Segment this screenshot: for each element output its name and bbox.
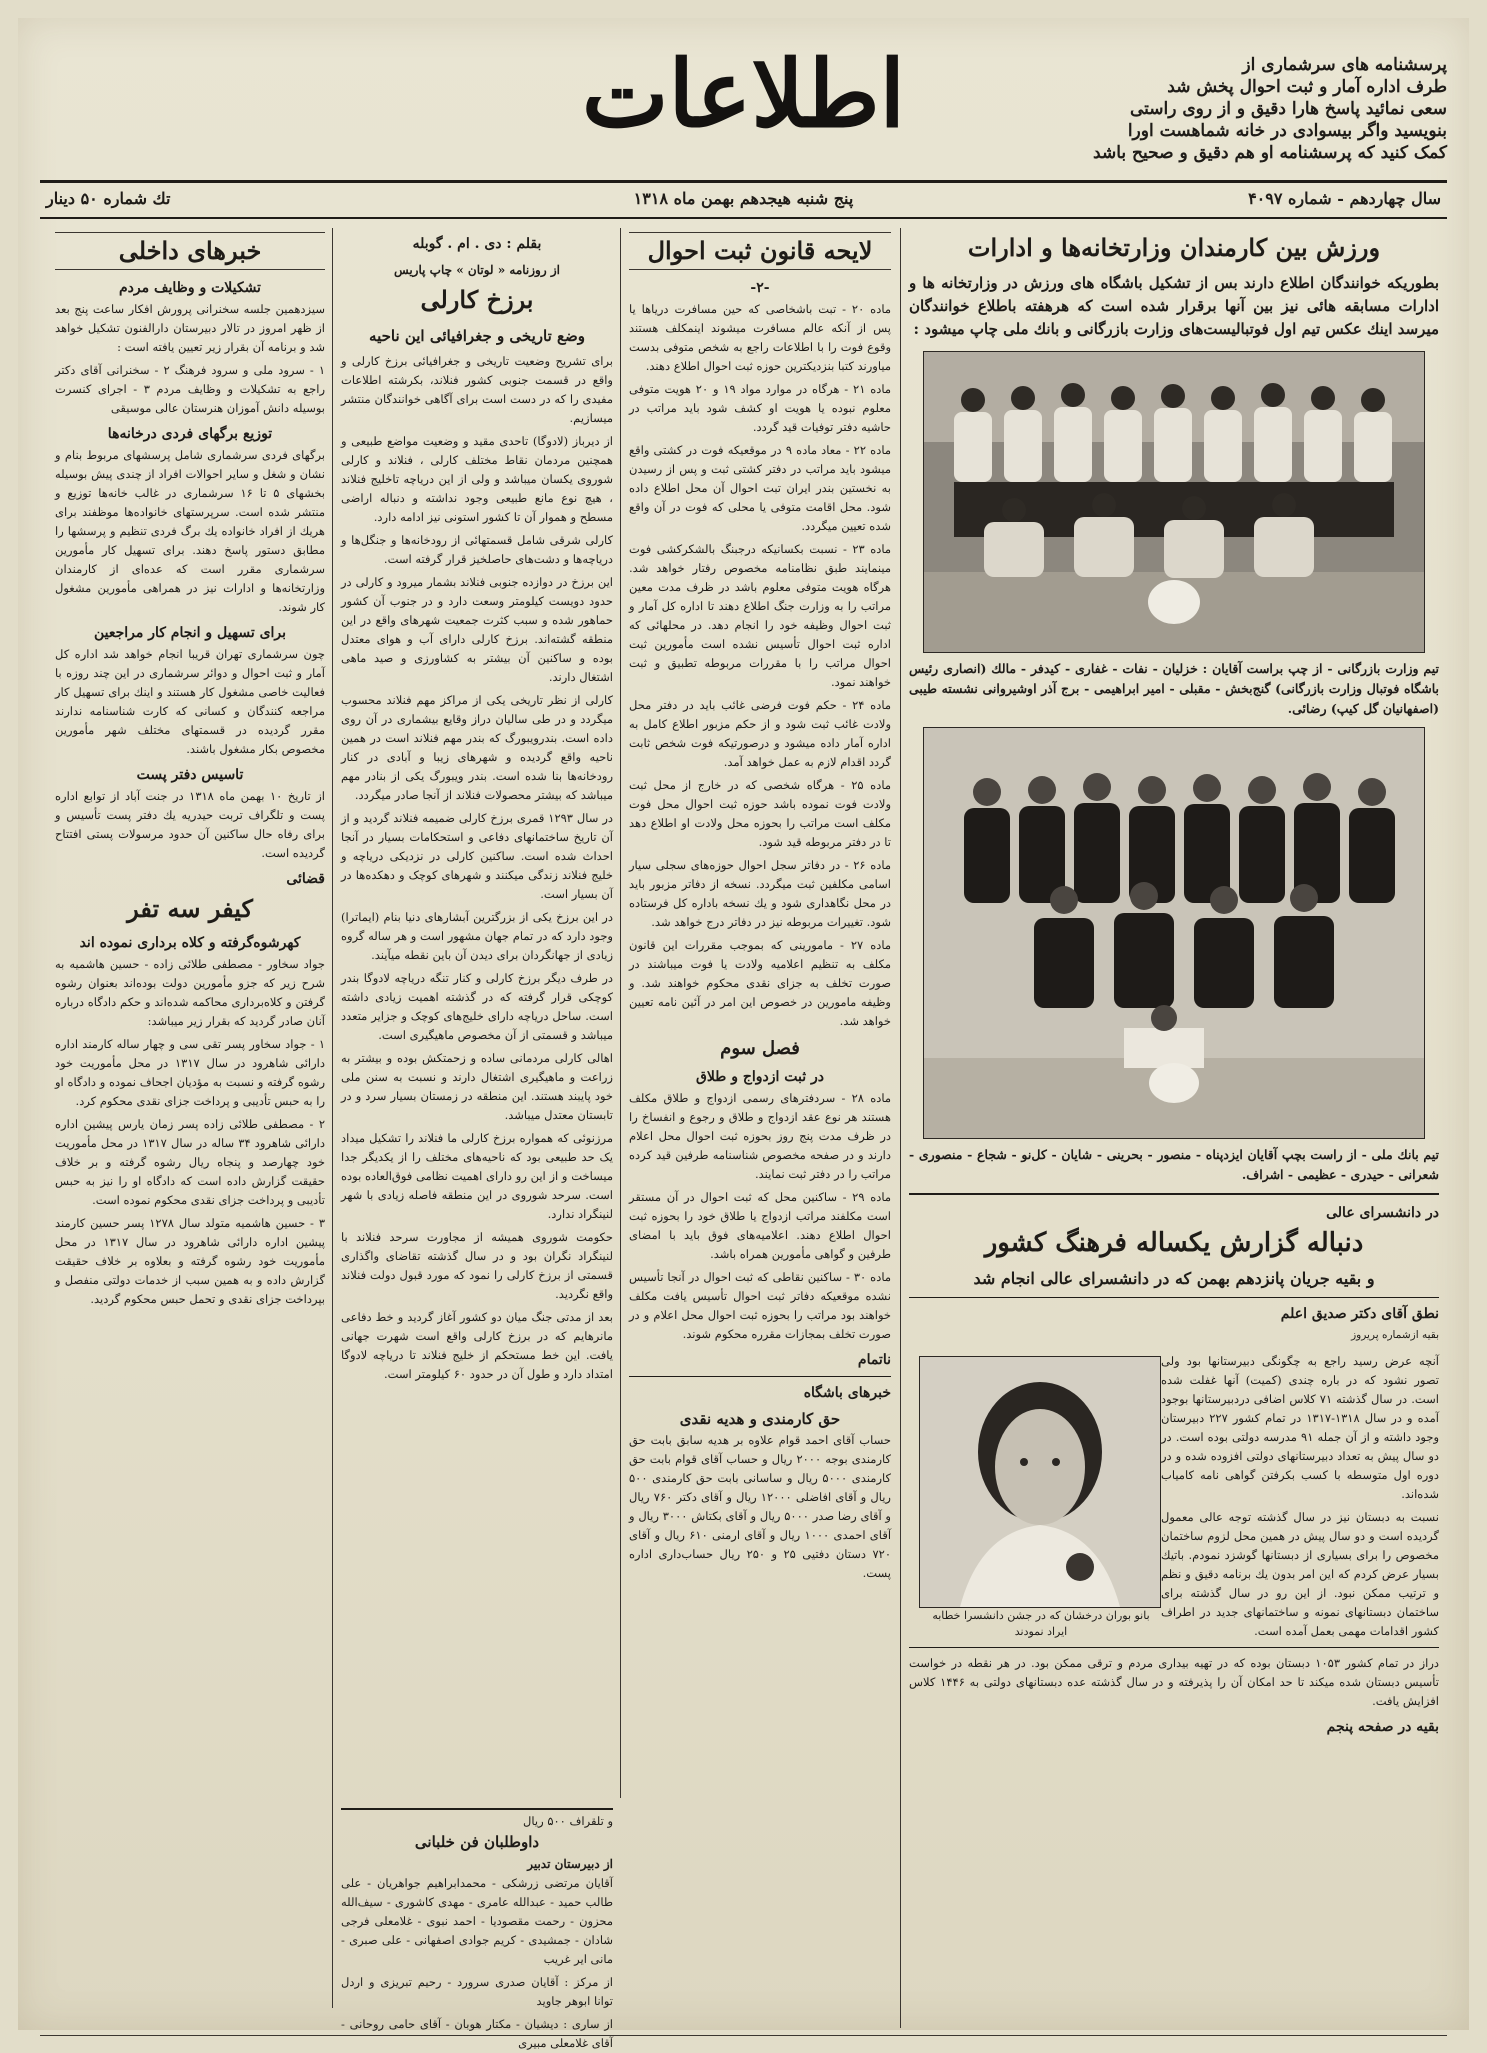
news-paragraph: برگهای فردی سرشماری شامل پرسشهای مربوط بنام و نشان و شغل و سایر احوالات افراد از چندی پیش بوسیله بخشهای ۵ تا ۱۶ سرشماری در غالب خانه‌ها توزیع و منتشر شده است. سرپرستهای خانواده‌ها موظفند برای هریك از افراد خانواده یك برگ فردی تنظیم و پرسشها را مطابق دستور پاسخ دهند. برای تسهیل کار مأمورین سرشماری مقرر است که عده‌ای از کارمندان وزارتخانه‌ها و ادارات نیز در همراهی مأمورین مشغول کار شوند.: [55, 448, 325, 614]
law-headline: لایحه قانون ثبت احوال: [629, 232, 891, 270]
to-be-continued: ناتمام: [857, 1352, 891, 1368]
news-heading: تاسیس دفتر پست: [136, 767, 244, 783]
law-article: ماده ۲۰ - تبت باشخاصی که حین مسافرت دریاها یا پس از آنکه عالم مسافرت میشوند اینمکلف هستند وقوع فوت را با اطلاعات راجع به شخص متوفی بدست میاورند کتبا بنزدیکترین حوزه ثبت احوال اطلاع دهند.: [629, 302, 891, 373]
column-rule: [900, 228, 901, 2028]
law-section-number: فصل سوم: [720, 1038, 800, 1059]
news-paragraph: چون سرشماری تهران قریبا انجام خواهد شد اداره کل آمار و ثبت احوال و دوائر سرشماری در این چند روزه با فعالیت خاصی مشغول کار هستند و اینك برای تسهیل کار مراجعه کنندگان و کسانی که کارت شناسنامه ندارند مقرر گردیده در قسمتهای مختلف شهر مأمورین مخصوص بکار مشغول باشند.: [55, 647, 325, 756]
law-article: ماده ۲۴ - حکم فوت فرضی غائب باید در دفتر محل ولادت غائب ثبت شود و از حکم مزبور اطلاع کامل به اداره آمار داده میشود و درصورتیکه فوت شخص ثابت گردد اقدام لازم به عمل خواهد آمد.: [629, 698, 891, 769]
team-commerce-caption: [909, 659, 1439, 719]
masthead: [40, 40, 1447, 180]
law-article: ماده ۲۶ - در دفاتر سجل احوال حوزه‌های سجلی سیار اسامی مکلفین ثبت میگردد. نسخه از دفاتر مزبور باید در محل نگاهداری شود و یك نسخه باداره کل فرستاده شود. تغییرات مربوطه نیز در دفاتر درج خواهد شد.: [629, 858, 891, 929]
section-label: در دانشسرای عالی: [1326, 1205, 1439, 1221]
speech-title: نطق آقای دکتر صدیق اعلم: [1280, 1306, 1439, 1322]
article-paragraph: آنچه عرض رسید راجع به چگونگی دبیرستانها بود ولی تصور نشود که در باره چندی (کمیت) آنها غفلت شده است. در سال گذشته ۷۱ کلاس اضافی دردبیرستانها بوجود آمده و در سال ۱۳۱۸-۱۳۱۷ در تمام کشور ۲۲۷ دبیرستان وجود داشته و از آن جمله ۹۱ مدرسه دولتی بوده است. در دو سال پیش به تعداد دبیرستانهای دولتی افزوده شده و در دوره اول متوسطه با کسب بکرفتن گواهی نامه کامیاب شده‌اند.: [1161, 1354, 1439, 1501]
news-paragraph: سیزدهمین جلسه سخنرانی پرورش افکار ساعت پنج بعد از ظهر امروز در تالار دبیرستان دارالفنون تشکیل خواهد شد و برنامه آن بقرار زیر تعیین یافته است :: [55, 302, 325, 354]
team-commerce-caption-text: - از چپ براست آقایان : خزلیان - نفات - غفاری - کیدفر - مالك (انصاری رئیس باشگاه فوتبال وزارت بازرگانی) گنج‌بخش - مقبلی - امیر ابراهیمی - برج آذر اوشیروانی نشسته طیبی (اصفهانیان گل کیپ) رضائی.: [909, 661, 1439, 716]
article-paragraph: در این برزخ یکی از بزرگترین آبشارهای دنیا بنام (ایماترا) وجود دارد که در تمام جهان مشهور است و هر ساله گروه زیادی از جهانگردان برای دیدن آن باین نقطه میآیند.: [341, 910, 613, 962]
domestic-news-headline: خبرهای داخلی: [55, 232, 325, 270]
article-author: بقلم : دی . ام . گوبله: [412, 236, 542, 252]
article-paragraph: بعد از مدتی جنگ میان دو کشور آغاز گردید و خط دفاعی مانرهایم که در برزخ کارلی واقع است شهرت جهانی یافت. این خط مستحکم از خلیج فنلاند تا دریاچه لادوگا امتداد دارد و طول آن در حدود ۶۰ کیلومتر است.: [341, 1310, 613, 1381]
pilot-applicants-box: [341, 1808, 613, 2050]
club-news-title: حق کارمندی و هدیه نقدی: [679, 1410, 841, 1428]
newspaper-logo: اطلاعات: [581, 40, 906, 148]
divider: [909, 1297, 1439, 1298]
portrait-caption: بانو بوران درخشان که در جشن دانشسرا خطابه ایراد نمودند: [932, 1609, 1150, 1638]
team-photo-commerce-image: [924, 352, 1424, 652]
team-bank-caption-title: تیم بانك ملی: [1371, 1147, 1439, 1162]
pilot-names: آقایان مرتضی زرشکی - محمدابراهیم جواهریان - علی طالب حمید - عبدالله عامری - مهدی کاشوری - سیف‌الله محزون - رحمت مقصودیا - احمد نبوی - غلامعلی فرجی شادان - جمشیدی - کریم جوادی اصفهانی - علی صبری - مانی ایر غریب: [341, 1876, 613, 1966]
news-paragraph: ۳ - حسین هاشمیه متولد سال ۱۲۷۸ پسر حسین کارمند پیشین اداره دارائی شاهرود در سال ۱۳۱۷ در محل مأموریت خود رشوه گرفته و بعلاوه بر خلاف حقیقت گزارش داده و به همین سبب از خدمات دولتی منفصل و بپرداخت جزای نقدی و تحمل حبس محکوم گردید.: [55, 1216, 326, 1306]
karelia-subhead: وضع تاریخی و جغرافیائی این ناحیه: [369, 327, 585, 345]
news-heading: برای تسهیل و انجام کار مراجعین: [93, 625, 287, 641]
team-photo-national-bank-image: [924, 728, 1424, 1138]
article-paragraph: از دیرباز (لادوگا) تاحدی مقید و وضعیت مواضع طبیعی و همچنین مردمان نقاط مختلف کارلی ، فنلاند و کارلی شوروی یکسان میباشد و ولی از این دریاچه تاخلیج فنلاند ، هیچ نوع مانع طبیعی وجود نداشته و دنباله اراضی مسطح و هموار آن تا کشور استونی نیز ادامه دارد.: [341, 434, 613, 524]
law-article: ماده ۲۳ - نسبت بکسانیکه درجبنگ بالشکرکشی فوت مینمایند طبق نظامنامه مخصوص رفتار خواهد شد. هرگاه هویت متوفی معلوم باشد در ظرف مدت معین مراتب را به وزارت جنگ اطلاع دهند تا اداره کل آمار و ثبت احوال وظیفه خود را انجام دهد. در محلهائی که اداره ثبت احوال تأسیس نشده است مأمورین ثبت احوال مراتب را با مقررات مربوطه تطبیق و ثبت خواهند نمود.: [629, 542, 892, 689]
divider: [629, 1376, 891, 1377]
law-article: ماده ۳۰ - ساکنین نقاطی که ثبت احوال در آنجا تأسیس نشده موقعیکه دفاتر ثبت احوال تأسیس یافت مکلف خواهند بود مراتب را بحوزه ثبت احوال محل اعلام و در صورت تخلف بمجازات مقرره محکوم شوند.: [629, 1270, 891, 1341]
sports-headline: ورزش بین کارمندان وزارتخانه‌ها و ادارات: [967, 233, 1381, 262]
census-notice-line: کمک کنید که پرسشنامه او هم دقیق و صحیح باشد: [1093, 143, 1447, 163]
continued-on-page: بقیه در صفحه پنجم: [1326, 1719, 1439, 1735]
culture-report-subhead: و بقیه جریان پانزدهم بهمن که در دانشسرای عالی انجام شد: [973, 1269, 1375, 1288]
article-paragraph: کارلی از نظر تاریخی یکی از مراکز مهم فنلاند محسوب میگردد و در طی سالیان دراز وقایع بیشماری در آن روی داده است. بندرویبورگ که بندر مهم فنلاند است در همین ناحیه واقع گردیده و شهرهای زیبا و آبادی در کنار رودخانه‌ها بنا شده است. بندر ویبورگ یکی از بنادر مهم میباشد که بیشتر محصولات فنلاند از آنجا صادر میگردد.: [341, 693, 613, 802]
article-paragraph: این برزخ در دوازده جنوبی فنلاند بشمار میرود و کارلی در حدود دویست کیلومتر وسعت دارد و در جنوب آن کشور حماهور شده و سبب کثرت جمعیت شهرهای واقع در این منطقه گشته‌اند. برزخ کارلی دارای آب و هوای معتدل بوده و ساکنین آن بیشتر به کشاورزی و صید ماهی اشتغال دارند.: [341, 575, 613, 684]
team-bank-caption-text: - از راست بچپ آقایان ایزدپناه - منصور - بحرینی - شایان - کل‌نو - شجاع - منصوری - شعرانی - حیدری - عظیمی - اشراف.: [909, 1147, 1439, 1182]
law-article: ماده ۲۷ - مامورینی که بموجب مقررات این قانون مکلف به تنظیم اعلامیه ولادت یا فوت میباشند در صورت تخلف به جزای نقدی محکوم خواهند شد. و وظیفه مامورین در خصوص این امر در آئین نامه تعیین خواهد شد.: [629, 938, 892, 1028]
news-heading: توزیع برگهای فردی درخانه‌ها: [107, 426, 273, 442]
divider: [909, 1647, 1439, 1648]
punishment-headline: کیفر سه تفر: [127, 894, 253, 923]
census-notice: [1027, 54, 1447, 164]
portrait-figure: [921, 1356, 1161, 1646]
article-paragraph: دراز در تمام کشور ۱۰۵۳ دبستان بوده که در تهیه بیداری مردم و ترقی ممکن بود. در هر نقطه در خواست تأسیس دبستان شده میکند تا حد امکان آن را پذیرفته و در سال گذشته عده دبستانهای دولتی به ۱۴۴۶ کلاس افزایش یافت.: [909, 1656, 1440, 1708]
law-article: ماده ۲۱ - هرگاه در موارد مواد ۱۹ و ۲۰ هویت متوفی معلوم نبوده یا هویت او کشف شود باید مراتب در حاشیه دفتر توفیات قید گردد.: [629, 382, 892, 434]
news-paragraph: ۱ - سرود ملی و سرود فرهنگ ۲ - سخنرانی آقای دکتر راجع به تشکیلات و وظایف مردم ۳ - اجرای کنسرت بوسیله دانش آموزان هنرستان عالی موسیقی: [55, 363, 325, 415]
page-bottom-rule: [40, 2035, 1447, 2036]
column-rule: [332, 228, 333, 2008]
civil-registration-column: [629, 228, 891, 1953]
issue-date: پنج شنبه هیجدهم بهمن ماه ۱۳۱۸: [633, 189, 854, 208]
club-news-text: حساب آقای احمد قوام علاوه بر هدیه سابق بابت حق کارمندی بوجه ۲۰۰۰ ریال و حساب آقای قوام بابت حق کارمندی ۵۰۰۰ ریال و ساسانی بابت حق کارمندی ۵۰۰ ریال و آقای افاضلی ۱۲۰۰۰ ریال و آقای دکتر ۷۶۰ ریال و آقای رضا صدر ۵۰۰۰ ریال و آقای بکتاش ۳۰۰۰ ریال و آقای احمدی ۱۰۰۰ ریال و آقای ارمنی ۶۱۰ ریال و آقای ۷۲۰ دستان دفتیی ۲۵ و ۲۵۰ ریال حساب‌داری اداره پست.: [629, 1433, 892, 1580]
culture-report-headline: دنباله گزارش یکساله فرهنگ کشور: [984, 1228, 1364, 1258]
club-news-label: خبرهای باشگاه: [803, 1385, 891, 1401]
pilot-school: از دبیرستان تدبیر: [527, 1857, 613, 1871]
law-article: ماده ۲۸ - سردفترهای رسمی ازدواج و طلاق مکلف هستند هر نوع عقد ازدواج و طلاق و رجوع و انفساخ را در ظرف مدت پنج روز بحوزه ثبت احوال محل اعلام دارند و در صفحه مخصوص شناسنامه طرفین قید کرده مراتب را در دفتر ثبت نمایند.: [629, 1091, 892, 1181]
article-paragraph: کارلی شرقی شامل قسمتهائی از رودخانه‌ها و جنگل‌ها و دریاچه‌ها و دشت‌های حاصلخیز قرار گرفته است.: [341, 533, 613, 566]
news-heading: تشکیلات و وظایف مردم: [119, 280, 261, 296]
issue-price: تك شماره ۵۰ دینار: [46, 189, 171, 208]
pilot-names: از ساری : دیشیان - مکتار هوبان - آقای حامی روحانی - آقای غلامعلی مبیری: [341, 2017, 613, 2050]
domestic-news-column: [55, 228, 325, 1988]
portrait-photo: [919, 1356, 1161, 1608]
news-paragraph: جواد سخاور - مصطفی طلائی زاده - حسین هاشمیه به شرح زیر که جزو مأمورین دولت بوده‌اند بعنوان رشوه گرفتن و کلاه‌برداری محاکمه شده‌اند و حکم دادگاه درباره آنان صادر گردید که بقرار زیر میباشد:: [55, 957, 325, 1028]
sports-and-culture-column: [909, 228, 1439, 2048]
judicial-label: قضائی: [286, 871, 325, 887]
article-paragraph: در طرف دیگر برزخ کارلی و کنار تنگه دریاچه لادوگا بندر کوچکی قرار گرفته که در گذشته اهمیت زیادی داشته است. ساحل دریاچه دارای خلیج‌های کوچک و جزایر متعدد میباشد و قسمتی از آن مخصوص ماهیگیری است.: [341, 971, 613, 1042]
census-notice-line: بنویسید واگر بیسوادی در خانه شماهست اورا: [1127, 121, 1447, 141]
karelia-headline: برزخ کارلی: [420, 285, 534, 314]
issue-number: سال چهاردهم - شماره ۴۰۹۷: [1248, 189, 1441, 208]
dateline-bar: [40, 180, 1447, 219]
section-divider: [909, 1193, 1439, 1195]
census-notice-line: پرسشنامه های سرشماری از: [1242, 55, 1447, 75]
article-paragraph: اهالی کارلی مردمانی ساده و زحمتکش بوده و بیشتر به زراعت و ماهیگیری اشتغال دارند و نسبت به سنن ملی خود پایبند هستند. این منطقه در زمستان بسیار سرد و در تابستان معتدل میباشد.: [341, 1051, 613, 1122]
sports-lead: بطوریکه خوانندگان اطلاع دارند بس از تشکیل باشگاه های ورزش در وزارتخانه ها و ادارات مسابقه هائی نیز بین آنها برقرار شده است که هرهفته باطلاع خوانندگان میرسد اینك عکس تیم اول فوتبالیست‌های وزارت بازرگانی و بانك ملی چاپ میشود :: [909, 274, 1439, 338]
team-photo-national-bank: [923, 727, 1425, 1139]
pilot-names: از مرکز : آقایان صدری سرورد - رحیم تبریزی و اردل توانا ابوهر جاوید: [341, 1975, 613, 2008]
article-paragraph: حکومت شوروی همیشه از مجاورت سرحد فنلاند با لنینگراد نگران بود و در سال گذشته تقاضای واگذاری قسمتی از برزخ کارلی را نمود که مورد قبول دولت فنلاند واقع نگردید.: [341, 1230, 613, 1301]
portrait-photo-image: [920, 1357, 1160, 1607]
team-photo-commerce: [923, 351, 1425, 653]
article-paragraph: در سال ۱۲۹۳ قمری برزخ کارلی ضمیمه فنلاند گردید و از آن تاریخ ساختمانهای دفاعی و استحکامات بسیار در آنجا احداث شده است. ساکنین کارلی در نزدیکی دریاچه و خلیج فنلاند زندگی میکنند و شهرهای کوچک و دهکده‌ها در آن بسیار است.: [341, 811, 613, 901]
team-commerce-caption-title: تیم وزارت بازرگانی: [1337, 661, 1439, 676]
law-article: ماده ۲۲ - معاد ماده ۹ در موقعیکه فوت در کشتی واقع میشود باید مراتب در دفتر کشتی ثبت و پس از رسیدن به نخستین بندر ایران تبت احوال آن محل اطلاع داده شود. محل اقامت متوفی یا محلی که فوت در آن واقع شده تعیین میگردد.: [629, 443, 891, 533]
karelia-column: [341, 228, 613, 1798]
article-paragraph: مرزنوئی که همواره برزخ کارلی ما فنلاند را تشکیل میداد یک حد طبیعی بود که ناحیه‌های مختلف را از یکدیگر جدا میساخت و از این رو دارای اهمیت نظامی فوق‌العاده بوده است. سرحد شوروی در این منطقه فاصله زیادی با شهر لنینگراد ندارد.: [341, 1131, 613, 1221]
pilot-header: داوطلبان فن خلبانی: [414, 1833, 540, 1851]
punishment-subhead: کهرشوه‌گرفته و کلاه برداری نموده اند: [79, 935, 301, 951]
law-article: ماده ۲۹ - ساکنین محل که ثبت احوال در آن مستقر است مکلفند مراتب ازدواج یا طلاق خود را بحوزه ثبت احوال اطلاع دهند. اعلامیه‌های فوق باید با امضای طرفین و گواهی مأمورین همراه باشد.: [629, 1190, 891, 1261]
column-rule: [620, 228, 621, 1798]
census-notice-line: طرف اداره آمار و ثبت احوال پخش شد: [1167, 77, 1447, 97]
article-source: از روزنامه « لوتان » چاپ پاریس: [394, 263, 560, 277]
article-paragraph: نسبت به دبستان نیز در سال گذشته توجه عالی معمول گردیده است و دو سال پیش در همین محل لزوم ساختمان مخصوص را برای بسیاری از دبستانها گوشزد نمودم. باتیك بسیار عرض کردم که این امر بدون یك برنامه دقیق و نظم و ترتیب ممکن نبود. از این رو در سال گذشته برای ساختمان دبستانهای نمونه و ساختمانهای جدید در اطراف کشور اقدامات مهمی بعمل آمده است.: [1161, 1510, 1439, 1638]
news-paragraph: از تاریخ ۱۰ بهمن ماه ۱۳۱۸ در جنت آباد از توابع اداره پست و تلگراف تربت حیدریه یك دفتر پست تأسیس و برای رفاه حال ساکنین آن حدود مرسولات پستی افتتاح گردیده است.: [55, 789, 325, 860]
team-bank-caption: [909, 1145, 1439, 1185]
census-notice-line: سعی نمائید پاسخ هارا دقیق و از روی راستی: [1129, 99, 1447, 119]
law-section-title: در ثبت ازدواج و طلاق: [695, 1069, 825, 1085]
law-part-number: -۲-: [750, 280, 770, 296]
law-article: ماده ۲۵ - هرگاه شخصی که در خارج از محل ثبت ولادت فوت نموده باشد حوزه ثبت احوال محل فوت مکلف است مراتب را بحوزه محل ولادت او اطلاع دهد تا در دفتر مربوطه قید شود.: [629, 778, 891, 849]
pilot-amount: و تلقراف ۵۰۰ ریال: [523, 1814, 613, 1828]
news-paragraph: ۲ - مصطفی طلائی زاده پسر زمان یارس پیشین اداره دارائی شاهرود ۳۴ ساله در سال ۱۳۱۷ در محل مأموریت خود چهارصد و پنجاه ریال رشوه گرفته و بر خلاف حقیقت گزارش داده است که دادگاه او را نیز به حبس تأدیبی و پرداخت جزای نقدی محکوم نموده است.: [55, 1117, 326, 1207]
speech-continued-from: بقیه ازشماره پریروز: [1351, 1329, 1439, 1341]
news-paragraph: ۱ - جواد سخاور پسر تقی سی و چهار ساله کارمند اداره دارائی شاهرود در سال ۱۳۱۷ در محل مأموریت خود رشوه گرفته و نسبت به مؤدیان اجحاف نموده و دادگاه او را به حبس تأدیبی و پرداخت جزای نقدی محکوم کرد.: [55, 1037, 325, 1108]
article-paragraph: برای تشریح وضعیت تاریخی و جغرافیائی برزخ کارلی و واقع در قسمت جنوبی کشور فنلاند، بکرشته اطلاعات مفیدی را که در دست است برای آگاهی خوانندگان منتشر میسازیم.: [341, 354, 613, 425]
